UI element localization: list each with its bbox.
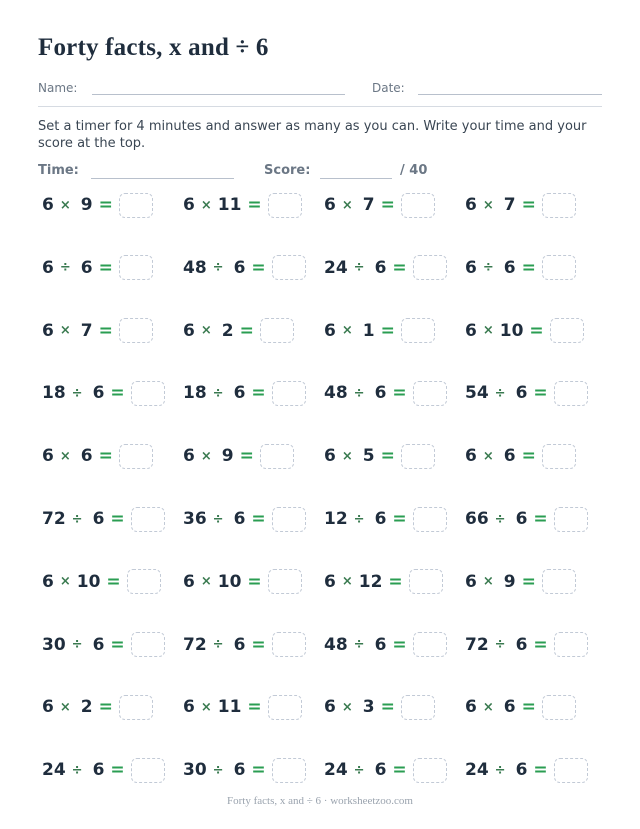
answer-box[interactable] — [413, 758, 447, 783]
multiply-sign: × — [482, 699, 494, 715]
time-label: Time: — [38, 163, 79, 178]
problem-operand-a: 6 — [42, 257, 54, 278]
answer-box[interactable] — [413, 507, 447, 532]
problem-operand-a: 30 — [183, 760, 207, 781]
divide-sign: ÷ — [212, 385, 224, 401]
problem-11 — [324, 317, 435, 345]
problem-6 — [183, 254, 306, 282]
problem-operand-a: 48 — [324, 634, 348, 655]
problem-operand-a: 24 — [42, 760, 66, 781]
problem-operand-a: 6 — [183, 446, 195, 467]
problem-8 — [465, 254, 576, 282]
problem-operand-a: 6 — [465, 195, 477, 215]
answer-box[interactable] — [131, 381, 165, 406]
problem-operand-a: 6 — [324, 697, 336, 718]
multiply-sign: × — [59, 448, 71, 464]
equals-sign: = — [98, 446, 113, 467]
score-total: / 40 — [400, 163, 428, 178]
multiply-sign: × — [341, 197, 353, 213]
answer-box[interactable] — [413, 255, 447, 280]
problem-operand-b: 7 — [80, 320, 93, 341]
equals-sign: = — [533, 760, 548, 781]
multiply-sign: × — [341, 574, 353, 590]
answer-box[interactable] — [550, 318, 584, 343]
problem-32 — [465, 631, 588, 659]
equals-sign: = — [110, 383, 125, 404]
problem-28 — [465, 568, 576, 596]
divide-sign: ÷ — [353, 762, 365, 778]
problem-operand-b: 6 — [374, 634, 387, 655]
equals-sign: = — [521, 195, 536, 215]
problem-operand-a: 6 — [465, 257, 477, 278]
problem-operand-a: 36 — [183, 509, 207, 529]
equals-sign: = — [380, 320, 395, 341]
problem-operand-b: 7 — [362, 195, 375, 215]
multiply-sign: × — [59, 197, 71, 213]
problem-operand-b: 6 — [233, 257, 246, 278]
equals-sign: = — [251, 760, 266, 781]
problem-19 — [324, 442, 435, 470]
divide-sign: ÷ — [212, 762, 224, 778]
problem-31 — [324, 631, 447, 659]
equals-sign: = — [98, 320, 113, 341]
multiply-sign: × — [482, 323, 494, 339]
equals-sign: = — [251, 634, 266, 655]
problem-operand-b: 6 — [503, 446, 516, 467]
problem-operand-a: 6 — [42, 320, 54, 341]
problem-operand-b: 9 — [80, 195, 93, 215]
answer-box[interactable] — [542, 695, 576, 720]
problem-operand-a: 6 — [42, 571, 54, 592]
problem-operand-a: 6 — [465, 697, 477, 718]
multiply-sign: × — [341, 448, 353, 464]
answer-box[interactable] — [272, 255, 306, 280]
problem-22 — [183, 505, 306, 533]
problem-operand-b: 6 — [233, 760, 246, 781]
multiply-sign: × — [482, 574, 494, 590]
problem-23 — [324, 505, 447, 533]
problem-10 — [183, 317, 294, 345]
problem-25 — [42, 568, 161, 596]
problem-operand-a: 6 — [42, 446, 54, 467]
problem-operand-b: 6 — [92, 760, 105, 781]
problem-18 — [183, 442, 294, 470]
divide-sign: ÷ — [353, 637, 365, 653]
problem-operand-b: 9 — [503, 571, 516, 592]
answer-box[interactable] — [272, 758, 306, 783]
problem-operand-b: 6 — [374, 257, 387, 278]
problem-operand-b: 6 — [233, 383, 246, 404]
equals-sign: = — [392, 383, 407, 404]
problem-35 — [324, 693, 435, 721]
problem-operand-b: 10 — [499, 320, 524, 341]
answer-box[interactable] — [554, 507, 588, 532]
answer-box[interactable] — [131, 632, 165, 657]
equals-sign: = — [251, 257, 266, 278]
multiply-sign: × — [200, 574, 212, 590]
problem-operand-b: 5 — [362, 446, 375, 467]
date-field-line[interactable] — [418, 94, 602, 95]
problem-operand-a: 72 — [183, 634, 207, 655]
problem-7 — [324, 254, 447, 282]
name-label: Name: — [38, 81, 78, 95]
answer-box[interactable] — [272, 381, 306, 406]
multiply-sign: × — [200, 323, 212, 339]
equals-sign: = — [247, 195, 262, 215]
problem-5 — [42, 254, 153, 282]
answer-box[interactable] — [554, 758, 588, 783]
divide-sign: ÷ — [494, 762, 506, 778]
equals-sign: = — [392, 634, 407, 655]
problem-operand-b: 10 — [76, 571, 101, 592]
problem-operand-a: 48 — [183, 257, 207, 278]
problem-20 — [465, 442, 576, 470]
equals-sign: = — [110, 509, 125, 529]
problem-operand-a: 66 — [465, 509, 489, 529]
problem-operand-a: 12 — [324, 509, 348, 529]
problem-operand-b: 2 — [80, 697, 93, 718]
problem-operand-b: 2 — [221, 320, 234, 341]
problem-27 — [324, 568, 443, 596]
problem-operand-a: 6 — [324, 195, 336, 215]
header-divider — [38, 106, 602, 107]
problem-operand-b: 6 — [515, 634, 528, 655]
problem-operand-a: 6 — [42, 195, 54, 215]
problem-operand-b: 6 — [92, 509, 105, 529]
divide-sign: ÷ — [71, 511, 83, 527]
multiply-sign: × — [482, 197, 494, 213]
divide-sign: ÷ — [71, 637, 83, 653]
divide-sign: ÷ — [212, 637, 224, 653]
multiply-sign: × — [482, 448, 494, 464]
multiply-sign: × — [59, 323, 71, 339]
divide-sign: ÷ — [212, 260, 224, 276]
equals-sign: = — [521, 257, 536, 278]
divide-sign: ÷ — [494, 511, 506, 527]
divide-sign: ÷ — [59, 260, 71, 276]
problem-operand-a: 24 — [324, 257, 348, 278]
problem-operand-a: 18 — [42, 383, 66, 404]
problem-operand-a: 6 — [465, 446, 477, 467]
problem-operand-b: 6 — [503, 257, 516, 278]
problem-operand-a: 6 — [183, 697, 195, 718]
worksheet-title: Forty facts, x and ÷ 6 — [38, 34, 269, 61]
divide-sign: ÷ — [71, 385, 83, 401]
answer-box[interactable] — [119, 255, 153, 280]
problem-15 — [324, 379, 447, 407]
problem-operand-b: 6 — [515, 760, 528, 781]
problem-34 — [183, 693, 302, 721]
equals-sign: = — [521, 571, 536, 592]
equals-sign: = — [239, 446, 254, 467]
answer-box[interactable] — [542, 569, 576, 594]
problem-36 — [465, 693, 576, 721]
answer-box[interactable] — [413, 381, 447, 406]
problem-operand-b: 6 — [80, 257, 93, 278]
divide-sign: ÷ — [494, 385, 506, 401]
problem-37 — [42, 756, 165, 784]
divide-sign: ÷ — [71, 762, 83, 778]
divide-sign: ÷ — [353, 385, 365, 401]
equals-sign: = — [533, 383, 548, 404]
equals-sign: = — [98, 257, 113, 278]
problem-29 — [42, 631, 165, 659]
problem-operand-a: 18 — [183, 383, 207, 404]
problem-operand-b: 10 — [217, 571, 242, 592]
problem-operand-a: 54 — [465, 383, 489, 404]
problem-operand-a: 6 — [465, 320, 477, 341]
problem-3 — [324, 191, 435, 219]
instructions-text: Set a timer for 4 minutes and answer as many as you can. Write your time and your score at the top. — [38, 119, 587, 151]
answer-box[interactable] — [554, 632, 588, 657]
equals-sign: = — [98, 697, 113, 718]
equals-sign: = — [98, 195, 113, 215]
problem-operand-b: 6 — [92, 634, 105, 655]
problem-operand-b: 6 — [374, 760, 387, 781]
date-label: Date: — [372, 81, 405, 95]
answer-box[interactable] — [119, 318, 153, 343]
answer-box[interactable] — [401, 193, 435, 218]
answer-box[interactable] — [131, 507, 165, 532]
multiply-sign: × — [200, 197, 212, 213]
divide-sign: ÷ — [494, 637, 506, 653]
answer-box[interactable] — [542, 193, 576, 218]
divide-sign: ÷ — [212, 511, 224, 527]
problem-operand-b: 3 — [362, 697, 375, 718]
problem-operand-a: 24 — [324, 760, 348, 781]
equals-sign: = — [392, 760, 407, 781]
problem-9 — [42, 317, 153, 345]
multiply-sign: × — [200, 699, 212, 715]
answer-box[interactable] — [119, 695, 153, 720]
problem-operand-b: 6 — [80, 446, 93, 467]
problem-operand-b: 6 — [515, 509, 528, 529]
problem-4 — [465, 191, 576, 219]
problem-operand-a: 72 — [42, 509, 66, 529]
equals-sign: = — [533, 634, 548, 655]
answer-box[interactable] — [401, 318, 435, 343]
problem-operand-a: 6 — [324, 571, 336, 592]
answer-box[interactable] — [127, 569, 161, 594]
problem-17 — [42, 442, 153, 470]
answer-box[interactable] — [268, 695, 302, 720]
problem-39 — [324, 756, 447, 784]
problem-12 — [465, 317, 584, 345]
problem-24 — [465, 505, 588, 533]
equals-sign: = — [392, 509, 407, 529]
answer-box[interactable] — [268, 193, 302, 218]
equals-sign: = — [521, 446, 536, 467]
answer-box[interactable] — [401, 444, 435, 469]
problem-1 — [42, 191, 153, 219]
problem-operand-b: 6 — [374, 383, 387, 404]
time-field-line[interactable] — [91, 178, 234, 179]
problem-operand-b: 1 — [362, 320, 375, 341]
problem-2 — [183, 191, 302, 219]
problem-operand-b: 11 — [217, 697, 242, 718]
answer-box[interactable] — [268, 569, 302, 594]
problem-operand-a: 24 — [465, 760, 489, 781]
equals-sign: = — [110, 760, 125, 781]
name-field-line[interactable] — [92, 94, 345, 95]
equals-sign: = — [392, 257, 407, 278]
problem-26 — [183, 568, 302, 596]
problem-16 — [465, 379, 588, 407]
equals-sign: = — [388, 571, 403, 592]
problem-operand-b: 11 — [217, 195, 242, 215]
problem-40 — [465, 756, 588, 784]
score-field-line[interactable] — [320, 178, 392, 179]
problem-operand-b: 6 — [233, 509, 246, 529]
multiply-sign: × — [341, 699, 353, 715]
equals-sign: = — [251, 383, 266, 404]
divide-sign: ÷ — [482, 260, 494, 276]
answer-box[interactable] — [131, 758, 165, 783]
answer-box[interactable] — [119, 444, 153, 469]
divide-sign: ÷ — [353, 511, 365, 527]
equals-sign: = — [533, 509, 548, 529]
answer-box[interactable] — [409, 569, 443, 594]
multiply-sign: × — [200, 448, 212, 464]
problem-operand-a: 6 — [183, 571, 195, 592]
answer-box[interactable] — [542, 255, 576, 280]
answer-box[interactable] — [554, 381, 588, 406]
problem-operand-a: 30 — [42, 634, 66, 655]
footer-text: Forty facts, x and ÷ 6 · worksheetzoo.com — [227, 795, 413, 807]
equals-sign: = — [251, 509, 266, 529]
problem-operand-a: 6 — [324, 320, 336, 341]
problem-30 — [183, 631, 306, 659]
problem-33 — [42, 693, 153, 721]
problem-operand-a: 72 — [465, 634, 489, 655]
problem-operand-b: 7 — [503, 195, 516, 215]
problem-operand-a: 6 — [465, 571, 477, 592]
answer-box[interactable] — [260, 318, 294, 343]
equals-sign: = — [106, 571, 121, 592]
problem-operand-a: 6 — [183, 195, 195, 215]
answer-box[interactable] — [272, 507, 306, 532]
problem-operand-b: 6 — [503, 697, 516, 718]
equals-sign: = — [247, 697, 262, 718]
answer-box[interactable] — [260, 444, 294, 469]
problem-operand-a: 6 — [183, 320, 195, 341]
problem-38 — [183, 756, 306, 784]
problem-operand-a: 6 — [42, 697, 54, 718]
multiply-sign: × — [59, 574, 71, 590]
problem-operand-b: 6 — [515, 383, 528, 404]
problem-operand-b: 6 — [233, 634, 246, 655]
equals-sign: = — [380, 195, 395, 215]
equals-sign: = — [110, 634, 125, 655]
answer-box[interactable] — [542, 444, 576, 469]
problem-operand-a: 6 — [324, 446, 336, 467]
problem-operand-b: 6 — [92, 383, 105, 404]
multiply-sign: × — [341, 323, 353, 339]
problem-13 — [42, 379, 165, 407]
problem-operand-b: 6 — [374, 509, 387, 529]
equals-sign: = — [380, 446, 395, 467]
answer-box[interactable] — [272, 632, 306, 657]
answer-box[interactable] — [413, 632, 447, 657]
equals-sign: = — [380, 697, 395, 718]
problem-14 — [183, 379, 306, 407]
answer-box[interactable] — [119, 193, 153, 218]
equals-sign: = — [239, 320, 254, 341]
answer-box[interactable] — [401, 695, 435, 720]
equals-sign: = — [529, 320, 544, 341]
problem-operand-b: 9 — [221, 446, 234, 467]
multiply-sign: × — [59, 699, 71, 715]
equals-sign: = — [247, 571, 262, 592]
equals-sign: = — [521, 697, 536, 718]
problem-operand-a: 48 — [324, 383, 348, 404]
problem-operand-b: 12 — [358, 571, 383, 592]
divide-sign: ÷ — [353, 260, 365, 276]
problem-21 — [42, 505, 165, 533]
score-label: Score: — [264, 163, 311, 178]
